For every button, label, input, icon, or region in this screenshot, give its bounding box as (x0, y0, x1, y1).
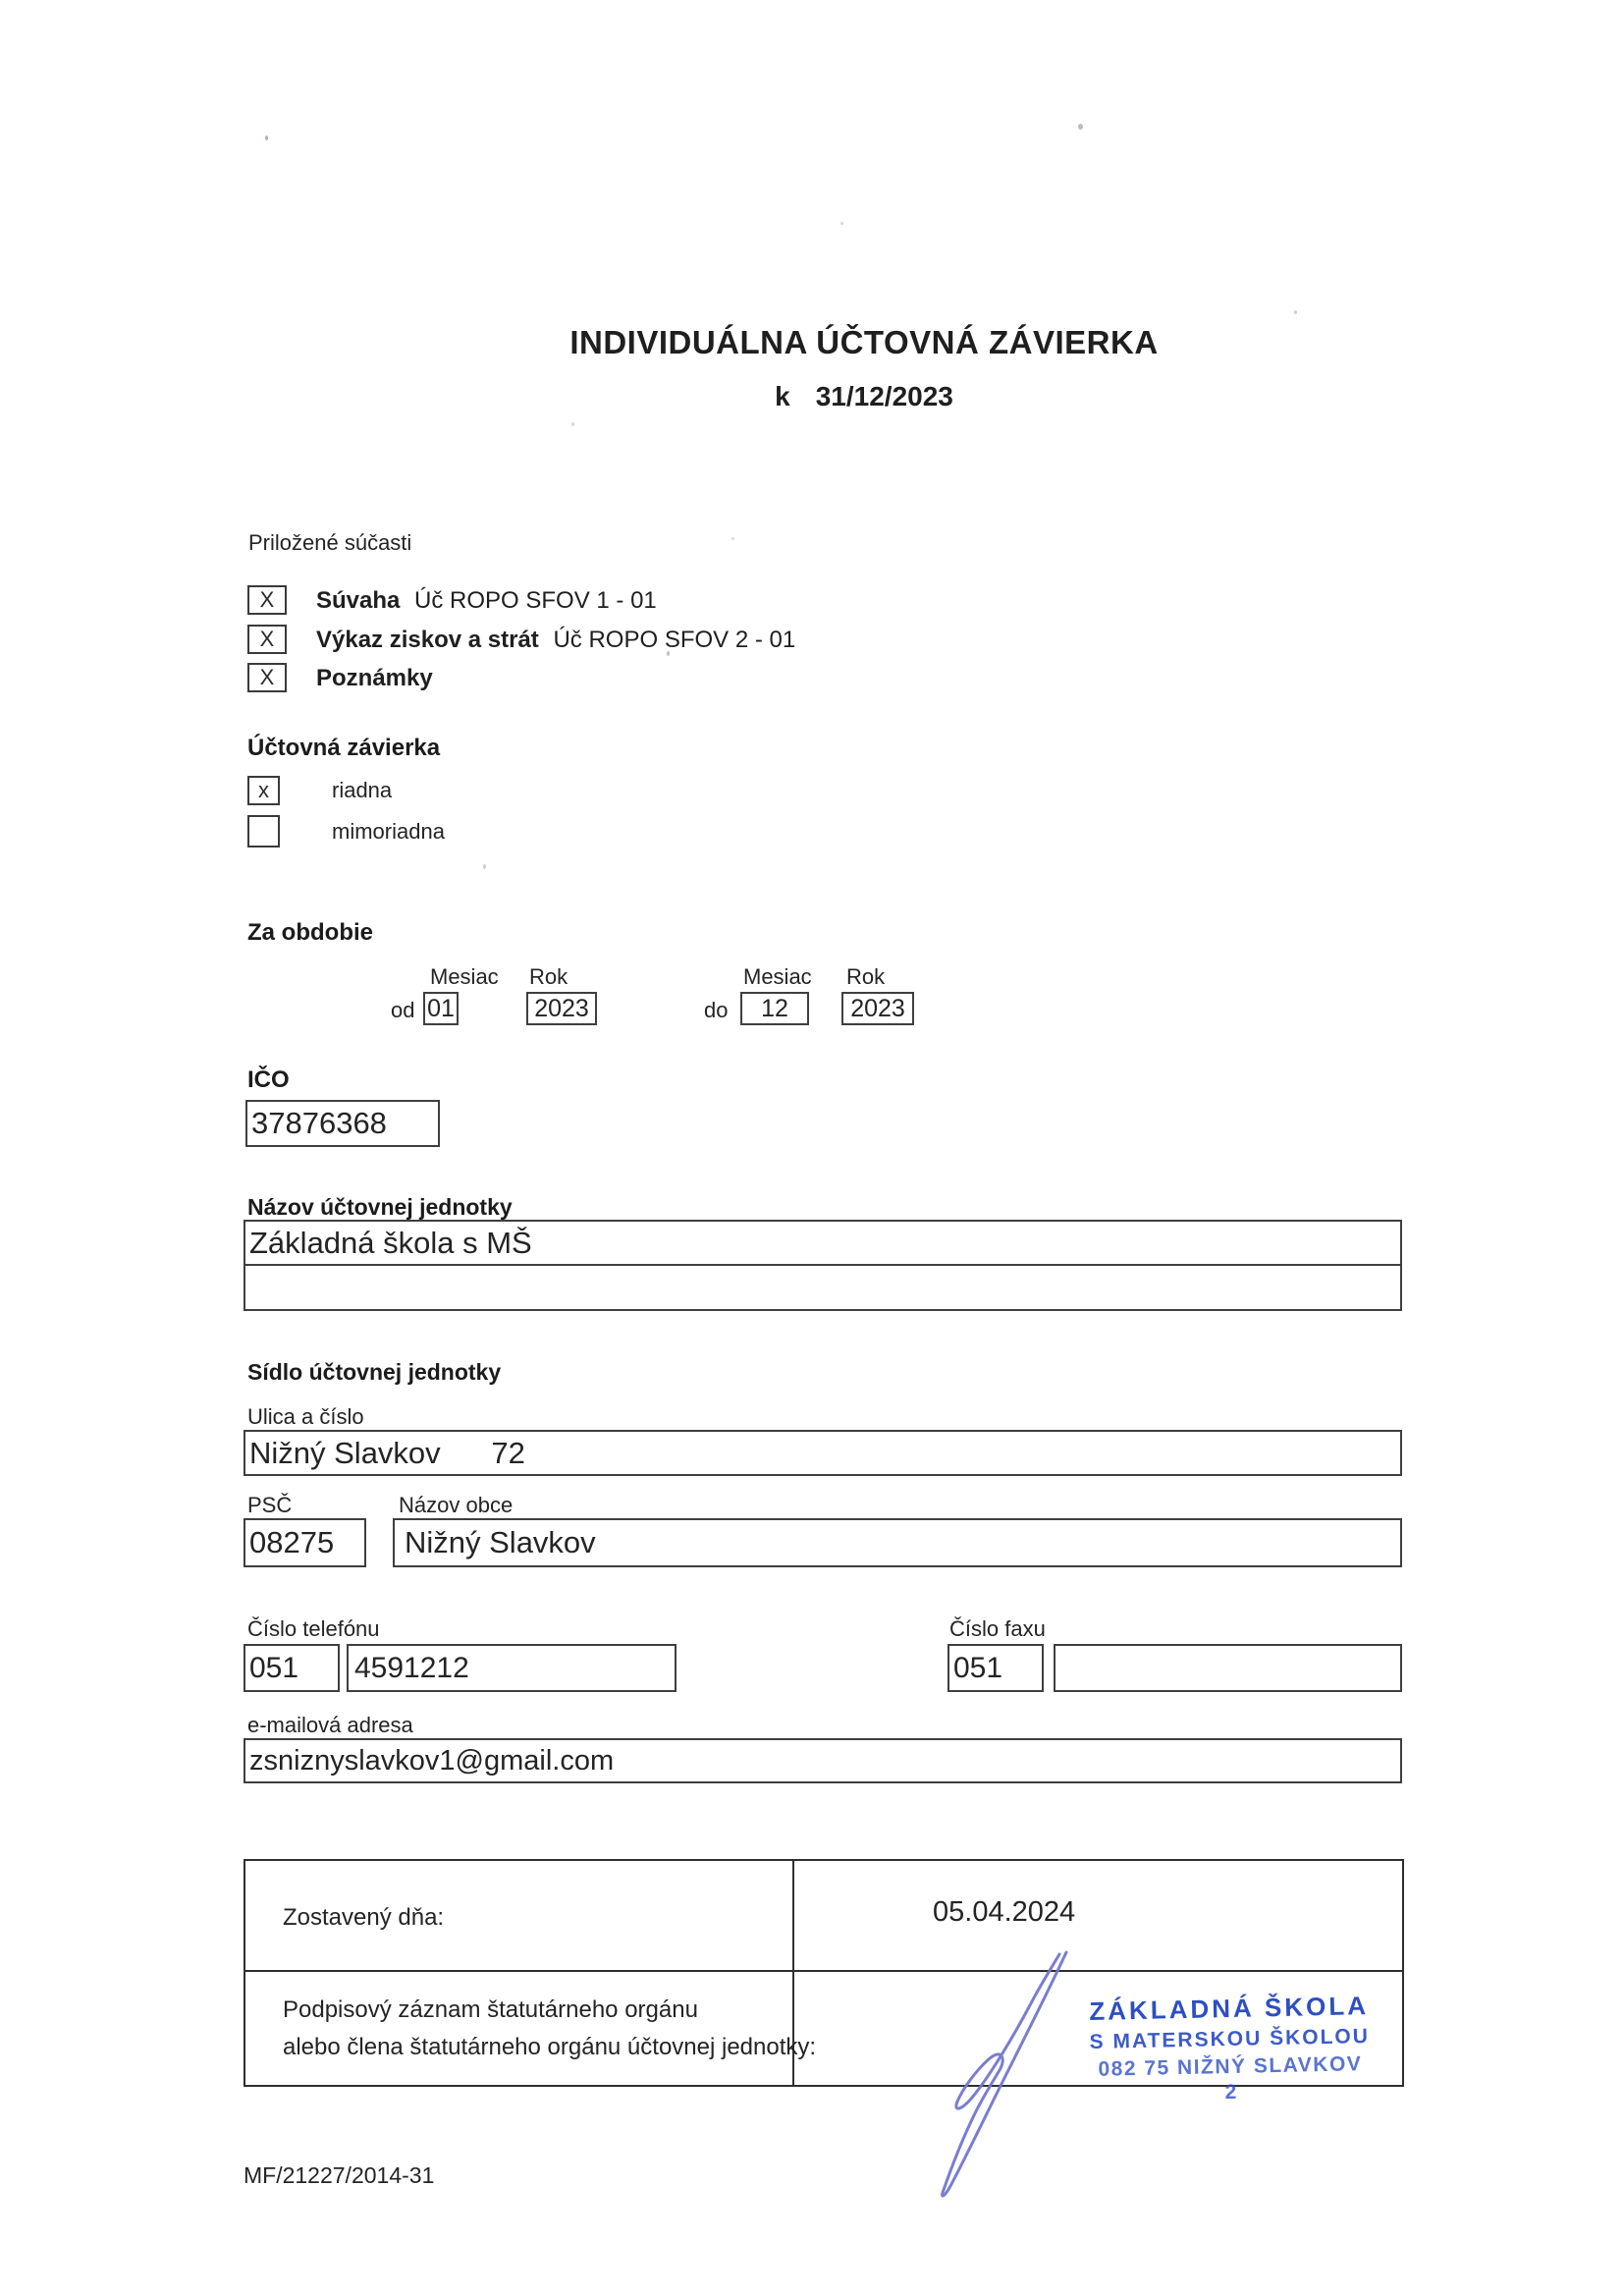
stamp-line1: ZÁKLADNÁ ŠKOLA (1089, 1991, 1370, 2026)
attachment-label-poznamky (316, 665, 441, 692)
zip-field[interactable]: 08275 (244, 1518, 366, 1567)
fax-number-field[interactable] (1054, 1644, 1402, 1692)
scan-speck (571, 422, 574, 426)
phone-prefix-field[interactable]: 051 (244, 1644, 340, 1692)
scan-speck (1294, 310, 1297, 314)
closing-type-section-label: Účtovná závierka (247, 735, 441, 761)
scan-speck (483, 864, 486, 869)
phone-label: Číslo telefónu (247, 1616, 380, 1641)
closing-type-option-mimoriadna: mimoriadna (332, 819, 445, 844)
closing-type-option-riadna: riadna (332, 778, 393, 802)
stamp-line4: 2 (1224, 2080, 1237, 2105)
stamp-line2: S MATERSKOU ŠKOLOU (1089, 2025, 1371, 2053)
attachment-form-code: Úč ROPO SFOV 2 - 01 (553, 627, 796, 653)
stamp-line3: 082 75 NIŽNÝ SLAVKOV (1098, 2052, 1363, 2081)
email-label: e-mailová adresa (247, 1713, 413, 1737)
phone-number-field[interactable]: 4591212 (347, 1644, 677, 1692)
period-from-year-field[interactable]: 2023 (526, 992, 597, 1025)
scan-speck (731, 537, 734, 540)
seat-section-label: Sídlo účtovnej jednotky (247, 1359, 502, 1385)
report-date-line (104, 381, 1624, 412)
attachment-name: Poznámky (316, 665, 433, 691)
report-date-value: 31/12/2023 (815, 381, 953, 411)
email-field[interactable]: zsniznyslavkov1@gmail.com (244, 1738, 1402, 1783)
handwritten-signature (911, 1946, 1098, 2200)
fax-prefix-field[interactable]: 051 (947, 1644, 1044, 1692)
period-to-year-field[interactable]: 2023 (841, 992, 914, 1025)
zip-label: PSČ (247, 1493, 293, 1517)
compiled-on-label: Zostavený dňa: (283, 1904, 445, 1931)
scan-speck (265, 136, 268, 140)
checkbox-mark: X (259, 665, 275, 689)
entity-name-field-line2[interactable] (244, 1264, 1402, 1311)
period-to-month-label: Mesiac (743, 964, 812, 989)
checkbox-riadna[interactable] (247, 776, 280, 805)
entity-name-label: Názov účtovnej jednotky (247, 1194, 513, 1220)
period-from-month-label: Mesiac (430, 964, 499, 989)
ico-field[interactable]: 37876368 (245, 1100, 440, 1147)
scan-speck (1078, 124, 1083, 130)
attachment-form-code: Úč ROPO SFOV 1 - 01 (414, 587, 657, 614)
checkbox-suvaha[interactable] (247, 585, 287, 615)
period-from-month-field[interactable]: 01 (423, 992, 459, 1025)
attachments-section-label: Priložené súčasti (248, 530, 412, 555)
ico-label: IČO (247, 1066, 290, 1093)
period-from-label: od (391, 998, 415, 1022)
scan-speck (840, 222, 843, 225)
town-field[interactable]: Nižný Slavkov (393, 1518, 1402, 1567)
school-stamp (1074, 1993, 1385, 2106)
table-row-divider (245, 1970, 1402, 1972)
checkbox-mark: X (259, 627, 275, 651)
page-title: INDIVIDUÁLNA ÚČTOVNÁ ZÁVIERKA (569, 324, 1159, 360)
attachment-name: Výkaz ziskov a strát (316, 627, 539, 653)
signatory-label-line1: Podpisový záznam štatutárneho orgánu (283, 1996, 698, 2023)
compiled-on-date: 05.04.2024 (933, 1896, 1076, 1928)
signatory-label-line2: alebo člena štatutárneho orgánu účtovnej jednotky: (283, 2034, 817, 2060)
attachment-label-vykaz (316, 627, 795, 654)
attachment-name: Súvaha (316, 587, 401, 614)
form-code: MF/21227/2014-31 (244, 2162, 435, 2188)
entity-name-field-line1[interactable]: Základná škola s MŠ (244, 1220, 1402, 1266)
period-to-month-field[interactable]: 12 (740, 992, 809, 1025)
report-date-prefix: k (775, 381, 790, 411)
checkbox-mark: x (258, 778, 269, 802)
period-section-label: Za obdobie (247, 919, 373, 946)
checkbox-mimoriadna[interactable] (247, 815, 280, 847)
town-label: Názov obce (399, 1493, 514, 1517)
attachment-label-suvaha (316, 587, 657, 615)
period-to-year-label: Rok (846, 964, 886, 989)
checkbox-vykaz[interactable] (247, 625, 287, 654)
checkbox-mark: X (259, 587, 275, 612)
fax-label: Číslo faxu (949, 1616, 1046, 1641)
period-from-year-label: Rok (529, 964, 568, 989)
period-to-label: do (704, 998, 729, 1022)
street-field[interactable]: Nižný Slavkov 72 (244, 1430, 1402, 1476)
checkbox-poznamky[interactable] (247, 663, 287, 692)
street-label: Ulica a číslo (247, 1404, 364, 1429)
